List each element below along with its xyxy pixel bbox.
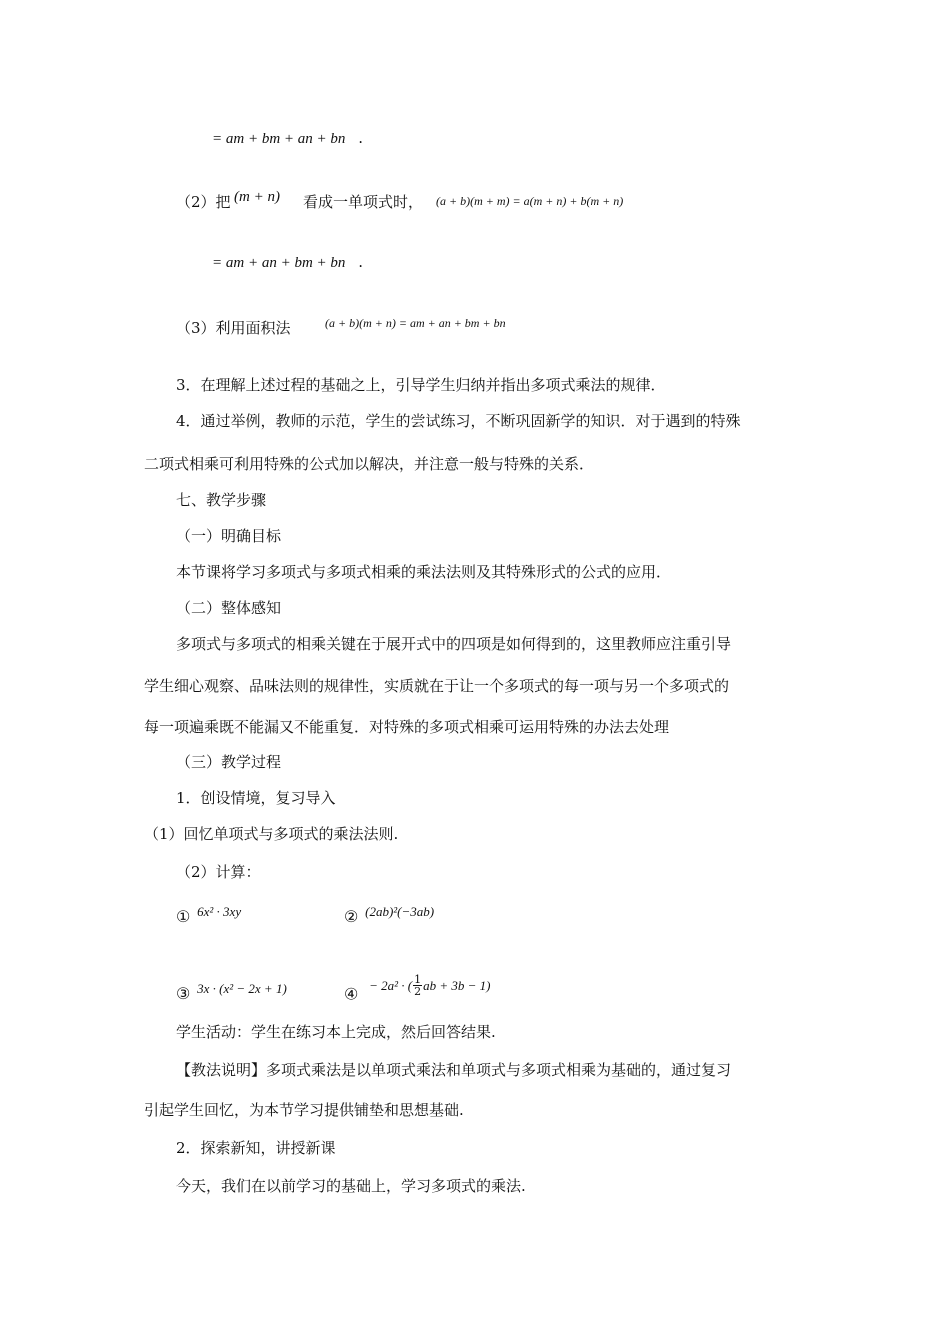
math-expression: 3x · (x² − 2x + 1)	[197, 981, 287, 996]
question: （2）计算：	[176, 863, 261, 881]
math-expression: (a + b)(m + n) = am + an + bm + bn	[325, 316, 506, 330]
step-heading: 1．创设情境，复习导入	[176, 789, 336, 807]
math-expression: (a + b)(m + m) = a(m + n) + b(m + n)	[436, 194, 624, 208]
exercise-3	[176, 981, 287, 1005]
derivation-line-2	[176, 192, 231, 212]
math-expression: (2ab)²(−3ab)	[365, 904, 435, 919]
paragraph-3: 3．在理解上述过程的基础之上，引导学生归纳并指出多项式乘法的规律．	[176, 376, 666, 394]
step-label: （2）把	[176, 193, 231, 211]
derivation-line-1	[212, 128, 363, 149]
subsection-heading: （一）明确目标	[176, 527, 282, 545]
exercise-2	[344, 904, 435, 928]
exercise-4	[344, 973, 491, 1007]
area-method-label: （3）利用面积法	[176, 319, 291, 337]
fraction: $\frac{1}{2}$	[414, 973, 422, 998]
paragraph-line: 学生细心观察、品味法则的规律性，实质就在于让一个多项式的每一项与另一个多项式的	[144, 677, 730, 695]
section-heading: 七、教学步骤	[176, 491, 267, 509]
paragraph: 本节课将学习多项式与多项式相乘的乘法法则及其特殊形式的公式的应用．	[176, 563, 672, 581]
student-activity: 学生活动：学生在练习本上完成，然后回答结果.	[176, 1023, 496, 1041]
math-expression: − 2a² · ( $\frac{1}{2}$ ab + 3b − 1)	[369, 973, 491, 998]
method-note-line-2: 引起学生回忆，为本节学习提供铺垫和思想基础.	[144, 1101, 464, 1119]
period: .	[358, 129, 363, 147]
period: .	[358, 253, 363, 271]
paragraph-line: 多项式与多项式的相乘关键在于展开式中的四项是如何得到的，这里教师应注重引导	[176, 635, 732, 653]
circled-number: ①	[176, 907, 191, 926]
paragraph-line: 每一项遍乘既不能漏又不能重复．对特殊的多项式相乘可运用特殊的办法去处理	[144, 718, 670, 736]
paragraph: 今天，我们在以前学习的基础上，学习多项式的乘法.	[176, 1177, 526, 1195]
exercise-1	[176, 904, 242, 928]
subsection-heading: （二）整体感知	[176, 599, 282, 617]
math-expression: 6x² · 3xy	[197, 904, 242, 919]
math-expression: = am + bm + an + bn	[212, 131, 346, 147]
circled-number: ③	[176, 984, 191, 1003]
math-expression: = am + an + bm + bn	[212, 255, 346, 271]
circled-number: ②	[344, 907, 359, 926]
step-heading: 2．探索新知，讲授新课	[176, 1139, 336, 1157]
subsection-heading: （三）教学过程	[176, 753, 282, 771]
question: （1）回忆单项式与多项式的乘法法则.	[144, 825, 399, 843]
paragraph-4-line-2: 二项式相乘可利用特殊的公式加以解决，并注意一般与特殊的关系．	[144, 455, 595, 473]
method-note-line-1: 【教法说明】多项式乘法是以单项式乘法和单项式与多项式相乘为基础的，通过复习	[176, 1061, 732, 1079]
derivation-line-3	[212, 252, 363, 273]
term-m-plus-n: (m + n)	[234, 189, 280, 205]
circled-number: ④	[344, 984, 359, 1004]
step-text: 看成一单项式时，	[303, 193, 424, 211]
paragraph-4-line-1: 4．通过举例，教师的示范，学生的尝试练习，不断巩固新学的知识．对于遇到的特殊	[176, 412, 741, 430]
